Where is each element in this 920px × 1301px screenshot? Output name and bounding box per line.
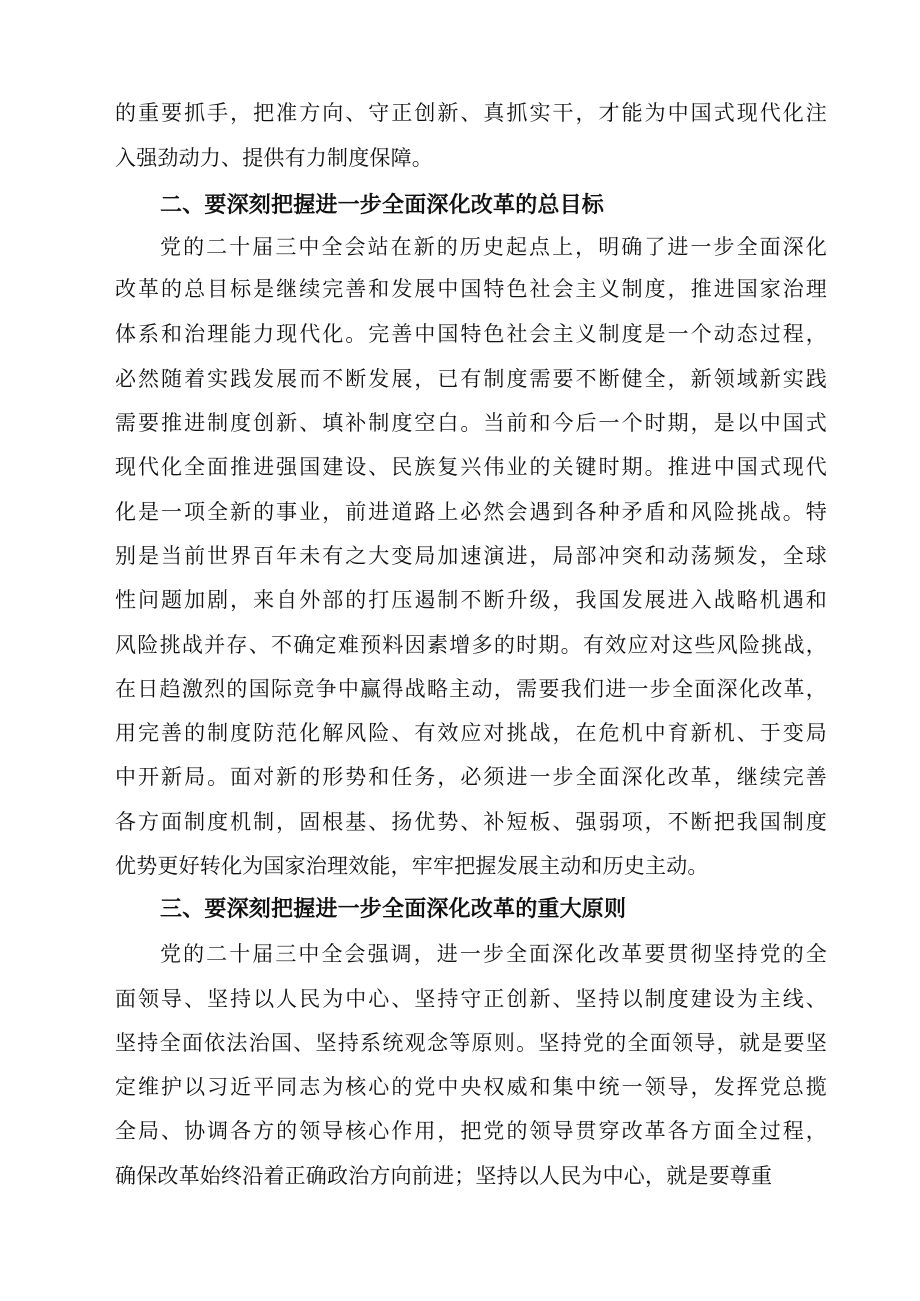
paragraph-line: 党的二十届三中全会站在新的历史起点上，明确了进一步全面深化 xyxy=(160,235,829,259)
paragraph-line: 需要推进制度创新、填补制度空白。当前和今后一个时期，是以中国式 xyxy=(115,411,829,435)
paragraph-line: 党的二十届三中全会强调，进一步全面深化改革要贯彻坚持党的全 xyxy=(160,942,829,966)
document-body xyxy=(115,98,827,1198)
paragraph-line: 确保改革始终沿着正确政治方向前进；坚持以人民为中心，就是要尊重 xyxy=(115,1164,773,1188)
paragraph-line: 中开新局。面对新的形势和任务，必须进一步全面深化改革，继续完善 xyxy=(115,765,829,789)
paragraph-line: 必然随着实践发展而不断发展，已有制度需要不断健全，新领域新实践 xyxy=(115,367,829,391)
paragraph-line: 面领导、坚持以人民为中心、坚持守正创新、坚持以制度建设为主线、 xyxy=(115,987,829,1011)
paragraph-line: 优势更好转化为国家治理效能，牢牢把握发展主动和历史主动。 xyxy=(115,854,709,878)
section-heading: 二、要深刻把握进一步全面深化改革的总目标 xyxy=(160,193,605,218)
paragraph-line: 化是一项全新的事业，前进道路上必然会遇到各种矛盾和风险挑战。特 xyxy=(115,500,829,524)
section-heading: 三、要深刻把握进一步全面深化改革的重大原则 xyxy=(160,897,627,922)
paragraph-line: 坚持全面依法治国、坚持系统观念等原则。坚持党的全面领导，就是要坚 xyxy=(115,1031,829,1055)
paragraph-line: 在日趋激烈的国际竞争中赢得战略主动，需要我们进一步全面深化改革， xyxy=(115,677,829,701)
paragraph-line: 体系和治理能力现代化。完善中国特色社会主义制度是一个动态过程， xyxy=(115,322,829,346)
paragraph-line: 全局、协调各方的领导核心作用，把党的领导贯穿改革各方面全过程， xyxy=(115,1119,829,1143)
paragraph-line: 风险挑战并存、不确定难预料因素增多的时期。有效应对这些风险挑战， xyxy=(115,633,829,657)
paragraph-line: 各方面制度机制，固根基、扬优势、补短板、强弱项，不断把我国制度 xyxy=(115,810,829,834)
paragraph-line: 现代化全面推进强国建设、民族复兴伟业的关键时期。推进中国式现代 xyxy=(115,455,829,479)
paragraph-line: 入强劲动力、提供有力制度保障。 xyxy=(115,146,433,170)
paragraph-line: 改革的总目标是继续完善和发展中国特色社会主义制度，推进国家治理 xyxy=(115,277,829,301)
paragraph-line: 性问题加剧，来自外部的打压遏制不断升级，我国发展进入战略机遇和 xyxy=(115,588,829,612)
paragraph-line: 的重要抓手，把准方向、守正创新、真抓实干，才能为中国式现代化注 xyxy=(115,101,829,125)
paragraph-line: 定维护以习近平同志为核心的党中央权威和集中统一领导，发挥党总揽 xyxy=(115,1075,829,1099)
paragraph-line: 别是当前世界百年未有之大变局加速演进，局部冲突和动荡频发，全球 xyxy=(115,544,829,568)
paragraph-line: 用完善的制度防范化解风险、有效应对挑战，在危机中育新机、于变局 xyxy=(115,721,829,745)
